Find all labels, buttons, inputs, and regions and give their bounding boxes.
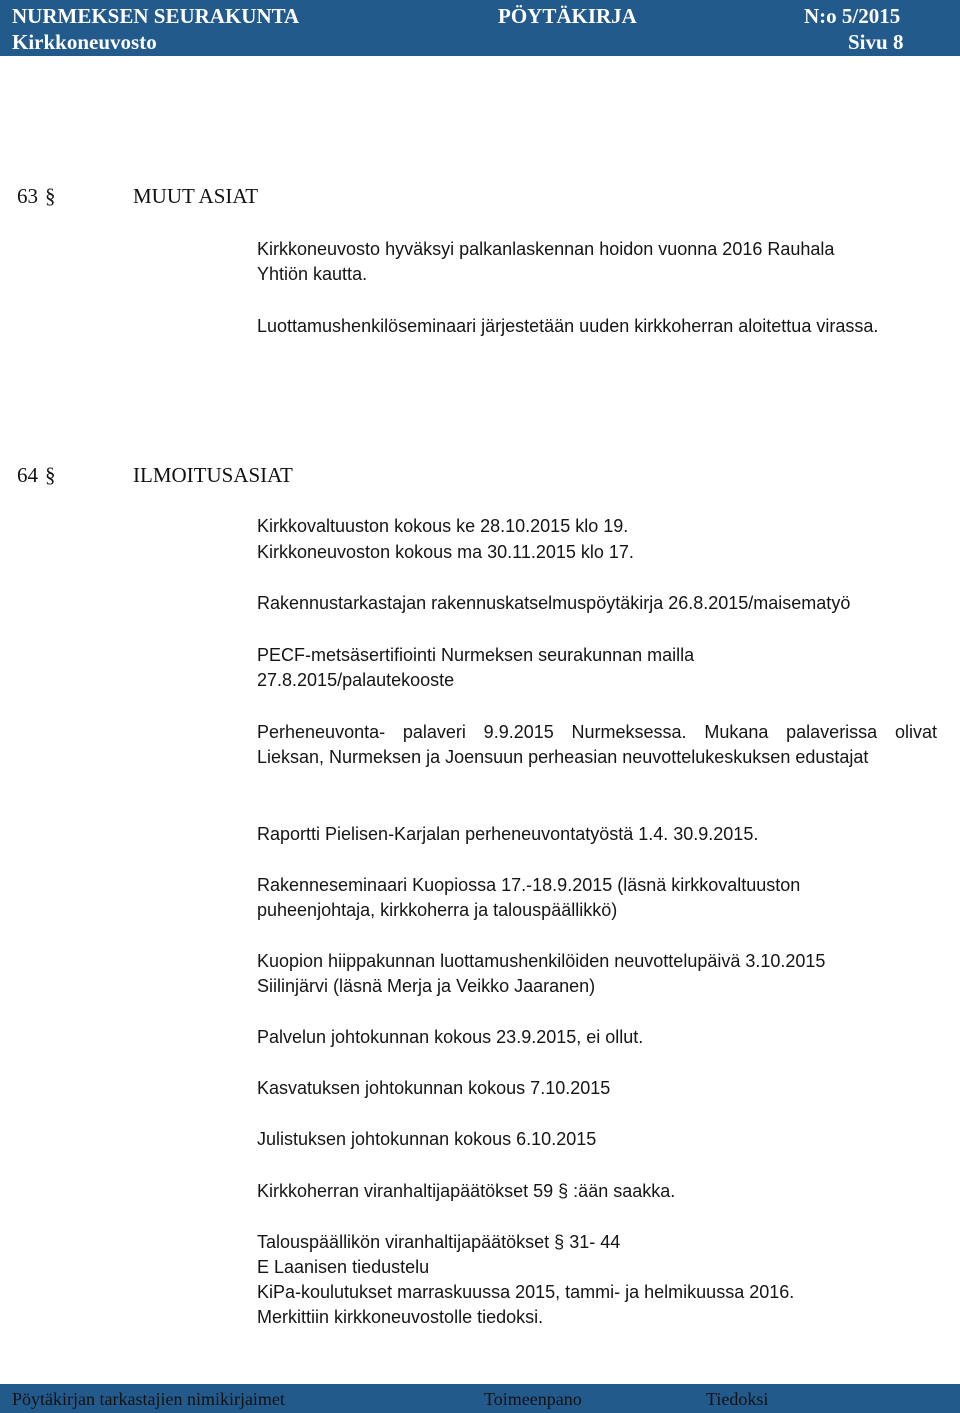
text-line: Merkittiin kirkkoneuvostolle tiedoksi. (257, 1307, 544, 1327)
text-line: Julistuksen johtokunnan kokous 6.10.2015 (257, 1129, 597, 1149)
section-63-heading (17, 183, 258, 209)
text-line: Rakennustarkastajan rakennuskatselmuspöytäkirja 26.8.2015/maisematyö (257, 593, 851, 613)
page-header (0, 0, 960, 56)
text-line: Luottamushenkilöseminaari järjestetään uuden kirkkoherran aloitettua virassa. (257, 316, 879, 336)
section-title: MUUT ASIAT (133, 184, 259, 208)
text-line: Lieksan, Nurmeksen ja Joensuun perheasian neuvottelukeskuksen edustajat (257, 747, 869, 767)
section-symbol: § (45, 184, 56, 208)
text-line: Yhtiön kautta. (257, 264, 368, 284)
footer-signatures: Pöytäkirjan tarkastajien nimikirjaimet (12, 1389, 285, 1409)
text-line: KiPa-koulutukset marraskuussa 2015, tammi- ja helmikuussa 2016. (257, 1282, 795, 1302)
text-line: Kirkkoneuvosto hyväksyi palkanlaskennan hoidon vuonna 2016 Rauhala (257, 239, 835, 259)
organization-name: NURMEKSEN SEURAKUNTA (12, 4, 300, 28)
text-line: Kuopion hiippakunnan luottamushenkilöiden neuvottelupäivä 3.10.2015 (257, 951, 826, 971)
document-type: PÖYTÄKIRJA (498, 4, 637, 28)
page-footer (0, 1384, 960, 1413)
section-title: ILMOITUSASIAT (133, 463, 293, 487)
text-line: Kirkkoneuvoston kokous ma 30.11.2015 klo 17. (257, 542, 634, 562)
section-number: 63 (17, 184, 38, 208)
text-line: Talouspäällikön viranhaltijapäätökset § 31- 44 (257, 1232, 621, 1252)
text-line: Kirkkovaltuuston kokous ke 28.10.2015 klo 19. (257, 516, 629, 536)
footer-info: Tiedoksi (706, 1389, 769, 1409)
section-symbol: § (45, 463, 56, 487)
board-name: Kirkkoneuvosto (12, 30, 157, 54)
section-number: 64 (17, 463, 38, 487)
text-line: E Laanisen tiedustelu (257, 1257, 430, 1277)
text-line: puheenjohtaja, kirkkoherra ja talouspäällikkö) (257, 900, 618, 920)
text-line: Siilinjärvi (läsnä Merja ja Veikko Jaaranen) (257, 976, 596, 996)
text-line: PECF-metsäsertifiointi Nurmeksen seurakunnan mailla (257, 645, 695, 665)
text-line: 27.8.2015/palautekooste (257, 670, 455, 690)
text-line: Rakenneseminaari Kuopiossa 17.-18.9.2015 (läsnä kirkkovaltuuston (257, 875, 801, 895)
text-line: Palvelun johtokunnan kokous 23.9.2015, ei ollut. (257, 1027, 644, 1047)
section-64-heading (17, 462, 293, 488)
text-line: Raportti Pielisen-Karjalan perheneuvontatyöstä 1.4. 30.9.2015. (257, 824, 759, 844)
text-line: Perheneuvonta- palaveri 9.9.2015 Nurmeksessa. Mukana palaverissa olivat (257, 722, 937, 742)
footer-execution: Toimeenpano (484, 1389, 582, 1409)
document-number: N:o 5/2015 (804, 4, 901, 28)
text-line: Kasvatuksen johtokunnan kokous 7.10.2015 (257, 1078, 611, 1098)
page-number: Sivu 8 (848, 30, 904, 54)
text-line: Kirkkoherran viranhaltijapäätökset 59 § :ään saakka. (257, 1181, 676, 1201)
